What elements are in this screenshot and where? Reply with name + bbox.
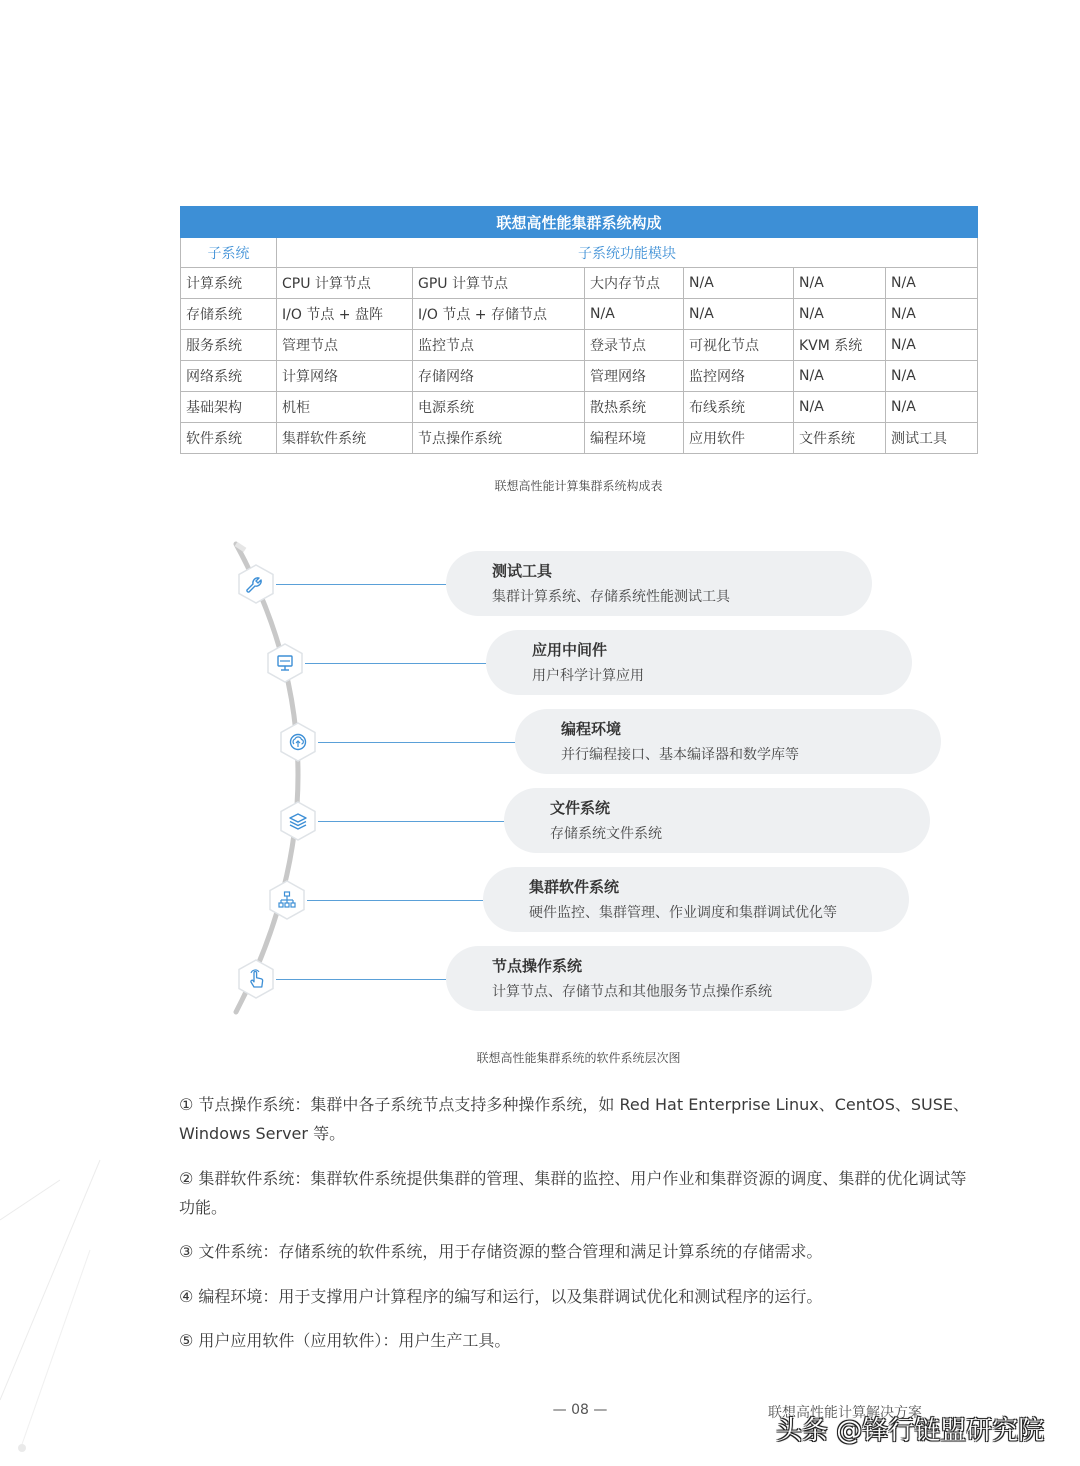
paragraph-os: ① 节点操作系统：集群中各子系统节点支持多种操作系统，如 Red Hat Enterprise Linux、CentOS、SUSE、Windows Server 等。 <box>179 1095 970 1143</box>
table-row <box>181 423 978 454</box>
module-cell: 集群软件系统 <box>277 423 413 454</box>
cloud-upload-icon <box>278 722 318 762</box>
module-cell: I/O 节点 + 存储节点 <box>413 299 585 330</box>
table-body <box>181 268 978 454</box>
subsystem-cell: 基础架构 <box>181 392 277 423</box>
layer-connector <box>305 663 486 664</box>
module-cell: 监控网络 <box>684 361 794 392</box>
module-cell: N/A <box>886 361 978 392</box>
layer-description: 硬件监控、集群管理、作业调度和集群调试优化等 <box>529 905 837 921</box>
layer-description: 计算节点、存储节点和其他服务节点操作系统 <box>492 984 772 1000</box>
column-header-subsystem: 子系统 <box>181 238 277 268</box>
layer-title: 应用中间件 <box>532 641 608 659</box>
layer-card <box>483 867 909 932</box>
module-cell: 节点操作系统 <box>413 423 585 454</box>
module-cell: N/A <box>794 361 886 392</box>
layer-connector <box>307 900 483 901</box>
module-cell: 管理网络 <box>585 361 684 392</box>
layers-icon <box>278 801 318 841</box>
layer-description: 并行编程接口、基本编译器和数学库等 <box>561 747 799 763</box>
monitor-icon <box>265 643 305 683</box>
layer-title: 节点操作系统 <box>492 957 583 975</box>
layer-description: 存储系统文件系统 <box>550 826 662 842</box>
table-title: 联想高性能集群系统构成 <box>181 207 978 238</box>
module-cell: N/A <box>794 268 886 299</box>
diagram-caption: 联想高性能集群系统的软件系统层次图 <box>476 1051 681 1065</box>
module-cell: N/A <box>886 392 978 423</box>
table-row <box>181 392 978 423</box>
module-cell: N/A <box>684 268 794 299</box>
layer-description: 集群计算系统、存储系统性能测试工具 <box>492 589 730 605</box>
module-cell: 存储网络 <box>413 361 585 392</box>
subsystem-cell: 网络系统 <box>181 361 277 392</box>
module-cell: N/A <box>886 330 978 361</box>
module-cell: 文件系统 <box>794 423 886 454</box>
paragraph-programming: ④ 编程环境：用于支撑用户计算程序的编写和运行，以及集群调试优化和测试程序的运行。 <box>179 1287 823 1306</box>
subsystem-cell: 计算系统 <box>181 268 277 299</box>
wrench-icon <box>236 564 276 604</box>
hand-pointer-icon <box>236 959 276 999</box>
module-cell: N/A <box>585 299 684 330</box>
layer-title: 文件系统 <box>550 799 611 817</box>
table-caption: 联想高性能计算集群系统构成表 <box>494 479 663 493</box>
layer-card <box>515 709 941 774</box>
page-number: — 08 — <box>552 1402 608 1418</box>
paragraph-cluster-software: ② 集群软件系统：集群软件系统提供集群的管理、集群的监控、用户作业和集群资源的调度、集群的优化调试等功能。 <box>179 1169 967 1217</box>
module-cell: 机柜 <box>277 392 413 423</box>
subsystem-cell: 服务系统 <box>181 330 277 361</box>
module-cell: 测试工具 <box>886 423 978 454</box>
subsystem-cell: 软件系统 <box>181 423 277 454</box>
hierarchy-icon <box>267 880 307 920</box>
module-cell: N/A <box>794 392 886 423</box>
module-cell: 应用软件 <box>684 423 794 454</box>
module-cell: 可视化节点 <box>684 330 794 361</box>
table-row <box>181 268 978 299</box>
table-row <box>181 330 978 361</box>
layer-title: 编程环境 <box>561 720 622 738</box>
watermark: 头条 @锋行链盟研究院 <box>776 1416 1045 1446</box>
module-cell: 散热系统 <box>585 392 684 423</box>
module-cell: GPU 计算节点 <box>413 268 585 299</box>
footer-title: 联想高性能计算解决方案 <box>768 1405 922 1421</box>
software-layer-diagram <box>0 530 1080 1030</box>
layer-title: 测试工具 <box>492 562 553 580</box>
module-cell: N/A <box>886 268 978 299</box>
module-cell: 电源系统 <box>413 392 585 423</box>
layer-card <box>486 630 912 695</box>
module-cell: 登录节点 <box>585 330 684 361</box>
module-cell: 管理节点 <box>277 330 413 361</box>
background-decoration <box>0 1100 200 1466</box>
module-cell: 计算网络 <box>277 361 413 392</box>
layer-connector <box>276 584 446 585</box>
layer-title: 集群软件系统 <box>529 878 620 896</box>
module-cell: 编程环境 <box>585 423 684 454</box>
module-cell: N/A <box>794 299 886 330</box>
subsystem-cell: 存储系统 <box>181 299 277 330</box>
module-cell: CPU 计算节点 <box>277 268 413 299</box>
column-header-modules: 子系统功能模块 <box>277 238 978 268</box>
module-cell: 布线系统 <box>684 392 794 423</box>
layer-card <box>446 946 872 1011</box>
layer-connector <box>318 742 515 743</box>
paragraph-file-system: ③ 文件系统：存储系统的软件系统，用于存储资源的整合管理和满足计算系统的存储需求。 <box>179 1242 823 1261</box>
layer-description: 用户科学计算应用 <box>532 668 644 684</box>
module-cell: 监控节点 <box>413 330 585 361</box>
layer-connector <box>276 979 446 980</box>
layer-card <box>446 551 872 616</box>
table-row <box>181 299 978 330</box>
module-cell: KVM 系统 <box>794 330 886 361</box>
table-row <box>181 361 978 392</box>
module-cell: N/A <box>886 299 978 330</box>
module-cell: 大内存节点 <box>585 268 684 299</box>
layer-card <box>504 788 930 853</box>
module-cell: N/A <box>684 299 794 330</box>
paragraph-applications: ⑤ 用户应用软件（应用软件）：用户生产工具。 <box>179 1331 511 1350</box>
module-cell: I/O 节点 + 盘阵 <box>277 299 413 330</box>
layer-connector <box>318 821 504 822</box>
system-composition-table <box>180 206 978 454</box>
